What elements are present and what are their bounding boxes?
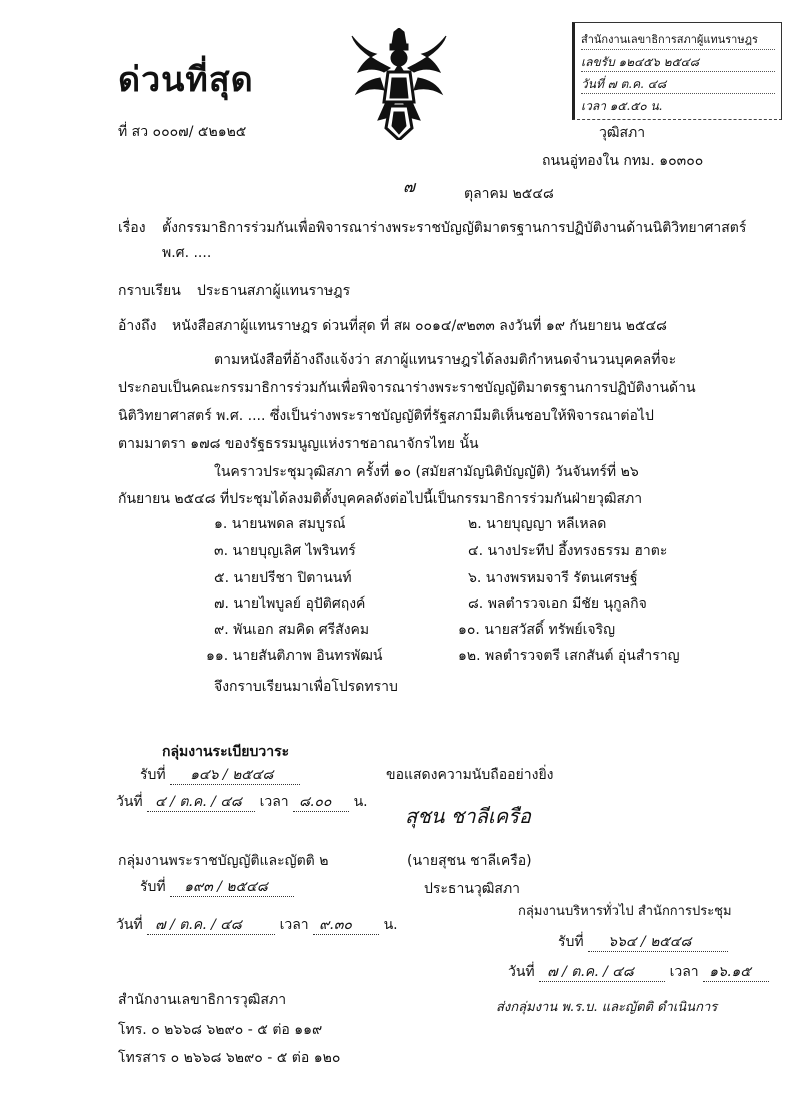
recipient-text: ประธานสภาผู้แทนราษฎร <box>197 283 351 299</box>
admin-stamp-date <box>508 963 769 982</box>
urgency-heading: ด่วนที่สุด <box>118 60 254 100</box>
bill-time-unit: น. <box>383 917 398 933</box>
signature: สุชน ชาลีเครือ <box>405 804 531 828</box>
body-line: ในคราวประชุมวุฒิสภา ครั้งที่ ๑๐ (สมัยสามัญนิติบัญญัติ) วันจันทร์ที่ ๒๖ <box>214 464 639 480</box>
bill-stamp-date <box>116 916 398 935</box>
admin-receipt-value: ๖๖๔ / ๒๕๔๘ <box>588 933 728 952</box>
subject-text: ตั้งกรรมาธิการร่วมกันเพื่อพิจารณาร่างพระราชบัญญัติมาตรฐานการปฏิบัติงานด้านนิติวิทยาศาสตร์ <box>162 220 747 236</box>
admin-stamp-receipt <box>558 933 728 952</box>
body-line: ประกอบเป็นคณะกรรมาธิการร่วมกันเพื่อพิจารณาร่างพระราชบัญญัติมาตรฐานการปฏิบัติงานด้าน <box>118 380 696 396</box>
body-line: ตามมาตรา ๑๗๘ ของรัฐธรรมนูญแห่งราชอาณาจักรไทย นั้น <box>118 436 479 452</box>
document-number: ที่ สว ๐๐๐๗/ ๕๒๑๒๕ <box>118 124 247 140</box>
subject-text-cont: พ.ศ. .... <box>162 245 212 261</box>
receipt-stamp <box>572 22 782 120</box>
date-day: ๗ <box>403 177 416 196</box>
member-item: ๑๑. นายสันติภาพ อินทรพัฒน์ <box>206 648 383 664</box>
signer-name: (นายสุชน ชาลีเครือ) <box>407 853 532 869</box>
member-item: ๗. นายไพบูลย์ อุปัติศฤงค์ <box>214 596 366 612</box>
receipt-stamp-time: เวลา ๑๕.๕๐ น. <box>581 99 663 113</box>
member-item: ๒. นายบุญญา หลีเหลด <box>468 516 607 532</box>
member-item: ๙. พันเอก สมคิด ศรีสังคม <box>214 622 370 638</box>
registry-date-value: ๔ / ต.ค. / ๔๘ <box>147 793 255 812</box>
receipt-stamp-date: วันที่ ๗ ต.ค. ๔๘ <box>581 77 667 91</box>
bill-time-label: เวลา <box>279 917 309 933</box>
bill-stamp-receipt <box>140 878 294 897</box>
member-item: ๕. นายปรีชา ปิตานนท์ <box>214 570 352 586</box>
member-item: ๓. นายบุญเลิศ ไพรินทร์ <box>214 543 356 559</box>
reference-text: หนังสือสภาผู้แทนราษฎร ด่วนที่สุด ที่ สผ ๐๐๑๔/๙๒๓๓ ลงวันที่ ๑๙ กันยายน ๒๕๔๘ <box>172 318 667 334</box>
admin-time-value: ๑๖.๑๕ <box>703 963 769 982</box>
bill-date-value: ๗ / ต.ค. / ๔๘ <box>147 916 275 935</box>
bill-stamp-title: กลุ่มงานพระราชบัญญัติและญัตติ ๒ <box>118 853 329 869</box>
footer-phone: โทร. ๐ ๒๖๖๘ ๖๒๙๐ - ๕ ต่อ ๑๑๙ <box>118 1022 323 1038</box>
member-item: ๔. นางประทีป อึ้งทรงธรรม ฮาตะ <box>468 543 668 559</box>
body-line: นิติวิทยาศาสตร์ พ.ศ. .... ซึ่งเป็นร่างพระราชบัญญัติที่รัฐสภามีมติเห็นชอบให้พิจารณาต่อไป <box>118 408 654 424</box>
member-item: ๑๒. พลตำรวจตรี เสกสันต์ อุ่นสำราญ <box>458 648 680 664</box>
reference-label: อ้างถึง <box>118 318 157 334</box>
registry-receipt-value: ๑๔๖ / ๒๕๔๘ <box>170 766 300 785</box>
registry-stamp-receipt <box>140 766 300 785</box>
footer-fax: โทรสาร ๐ ๒๖๖๘ ๖๒๙๐ - ๕ ต่อ ๑๒๐ <box>118 1050 341 1066</box>
member-item: ๘. พลตำรวจเอก มีชัย นุกูลกิจ <box>468 596 647 612</box>
closing-respect: ขอแสดงความนับถืออย่างยิ่ง <box>386 767 554 783</box>
org-name: วุฒิสภา <box>599 125 646 141</box>
admin-time-label: เวลา <box>669 964 699 980</box>
bill-time-value: ๙.๓๐ <box>313 916 379 935</box>
subject-label: เรื่อง <box>118 220 146 236</box>
admin-date-label: วันที่ <box>508 964 535 980</box>
registry-receipt-label: รับที่ <box>140 767 166 783</box>
registry-stamp-date <box>116 793 368 812</box>
bill-date-label: วันที่ <box>116 917 143 933</box>
registry-time-value: ๘.๐๐ <box>293 793 349 812</box>
recipient-label: กราบเรียน <box>118 283 181 299</box>
bill-receipt-value: ๑๙๓ / ๒๕๔๘ <box>170 878 294 897</box>
garuda-emblem-icon <box>350 28 448 140</box>
org-address: ถนนอู่ทองใน กทม. ๑๐๓๐๐ <box>542 153 704 169</box>
registry-time-unit: น. <box>353 794 368 810</box>
registry-time-label: เวลา <box>259 794 289 810</box>
admin-receipt-label: รับที่ <box>558 934 584 950</box>
member-item: ๑๐. นายสวัสดิ์ ทรัพย์เจริญ <box>458 622 616 638</box>
footer-office: สำนักงานเลขาธิการวุฒิสภา <box>118 992 287 1008</box>
admin-date-value: ๗ / ต.ค. / ๔๘ <box>539 963 665 982</box>
body-line: ตามหนังสือที่อ้างถึงแจ้งว่า สภาผู้แทนราษฎรได้ลงมติกำหนดจำนวนบุคคลที่จะ <box>214 352 677 368</box>
letter-date: ตุลาคม ๒๕๔๘ <box>464 186 554 202</box>
registry-date-label: วันที่ <box>116 794 143 810</box>
bill-receipt-label: รับที่ <box>140 879 166 895</box>
signer-position: ประธานวุฒิสภา <box>424 881 521 897</box>
receipt-stamp-number: เลขรับ ๑๒๔๕๖ ๒๕๔๘ <box>581 55 699 69</box>
receipt-stamp-office: สำนักงานเลขาธิการสภาผู้แทนราษฎร <box>581 33 758 46</box>
member-item: ๑. นายนพดล สมบูรณ์ <box>214 516 346 532</box>
registry-stamp-title: กลุ่มงานระเบียบวาระ <box>162 744 290 760</box>
admin-stamp-title: กลุ่มงานบริหารทั่วไป สำนักการประชุม <box>518 904 732 919</box>
member-item: ๖. นางพรหมจารี รัตนเศรษฐ์ <box>468 570 638 586</box>
closing-inform: จึงกราบเรียนมาเพื่อโปรดทราบ <box>214 679 398 695</box>
admin-stamp-forward: ส่งกลุ่มงาน พ.ร.บ. และญัตติ ดำเนินการ <box>496 1000 718 1015</box>
body-line: กันยายน ๒๕๔๘ ที่ประชุมได้ลงมติตั้งบุคคลดังต่อไปนี้เป็นกรรมาธิการร่วมกันฝ่ายวุฒิสภา <box>118 491 643 507</box>
